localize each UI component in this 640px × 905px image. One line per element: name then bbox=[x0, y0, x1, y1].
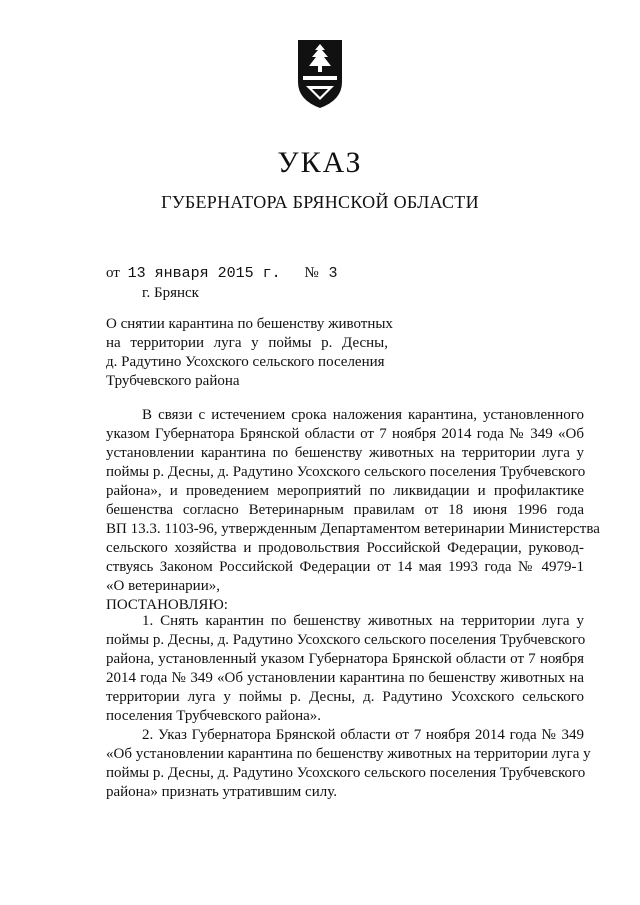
city-name: г. Брянск bbox=[142, 285, 199, 301]
preamble-line: «О ветеринарии», bbox=[106, 578, 220, 594]
item-line: поселения Трубчевского района». bbox=[106, 708, 322, 724]
decree-date: 13 января 2015 г. bbox=[127, 265, 281, 282]
item-line: территории луга у поймы р. Десны, д. Радутино Усохского сельского bbox=[106, 689, 584, 705]
preamble-line: указом Губернатора Брянской области от 7 ноября 2014 года № 349 «Об bbox=[106, 426, 584, 442]
item-line: района, установленный указом Губернатора Брянской области от 7 ноября bbox=[106, 651, 584, 667]
item-line: 1. Снять карантин по бешенству животных на территории луга у bbox=[142, 613, 584, 629]
preamble-line: района», и проведением мероприятий по ликвидации и профилактике bbox=[106, 483, 584, 499]
preamble-line: ствуясь Законом Российской Федерации от 14 мая 1993 года № 4979-1 bbox=[106, 559, 584, 575]
date-row bbox=[106, 263, 337, 284]
decree-word: ПОСТАНОВЛЯЮ: bbox=[106, 597, 228, 613]
date-prefix: от bbox=[106, 265, 120, 281]
item-line: «Об установлении карантина по бешенству животных на территории луга у bbox=[106, 746, 591, 762]
item-line: поймы р. Десны, д. Радутино Усохского сельского поселения Трубчевского bbox=[106, 632, 586, 648]
preamble-line: бешенства согласно Ветеринарным правилам от 18 июня 1996 года bbox=[106, 502, 584, 518]
preamble-line: ВП 13.3. 1103-96, утвержденным Департаментом ветеринарии Министерства bbox=[106, 521, 600, 537]
item-line: 2. Указ Губернатора Брянской области от 7 ноября 2014 года № 349 bbox=[142, 727, 584, 743]
preamble-line: установлении карантина по бешенству животных на территории луга у bbox=[106, 445, 584, 461]
number-sign: № bbox=[304, 265, 319, 281]
subject-line: Трубчевского района bbox=[106, 373, 240, 389]
preamble-line: сельского хозяйства и продовольствия Российской Федерации, руковод- bbox=[106, 540, 584, 556]
subject-line: на территории луга у поймы р. Десны, bbox=[106, 335, 388, 351]
decree-number: 3 bbox=[328, 265, 338, 282]
issuer-heading: ГУБЕРНАТОРА БРЯНСКОЙ ОБЛАСТИ bbox=[161, 192, 479, 212]
document-title: УКАЗ bbox=[277, 146, 363, 179]
item-line: поймы р. Десны, д. Радутино Усохского сельского поселения Трубчевского bbox=[106, 765, 586, 781]
preamble-line: В связи с истечением срока наложения карантина, установленного bbox=[142, 407, 584, 423]
subject-line: О снятии карантина по бешенству животных bbox=[106, 316, 393, 332]
subject-line: д. Радутино Усохского сельского поселения bbox=[106, 354, 385, 370]
item-line: 2014 года № 349 «Об установлении карантина по бешенству животных на bbox=[106, 670, 584, 686]
item-line: района» признать утратившим силу. bbox=[106, 784, 337, 800]
coat-of-arms-emblem bbox=[294, 36, 346, 112]
preamble-line: поймы р. Десны, д. Радутино Усохского сельского поселения Трубчевского bbox=[106, 464, 586, 480]
